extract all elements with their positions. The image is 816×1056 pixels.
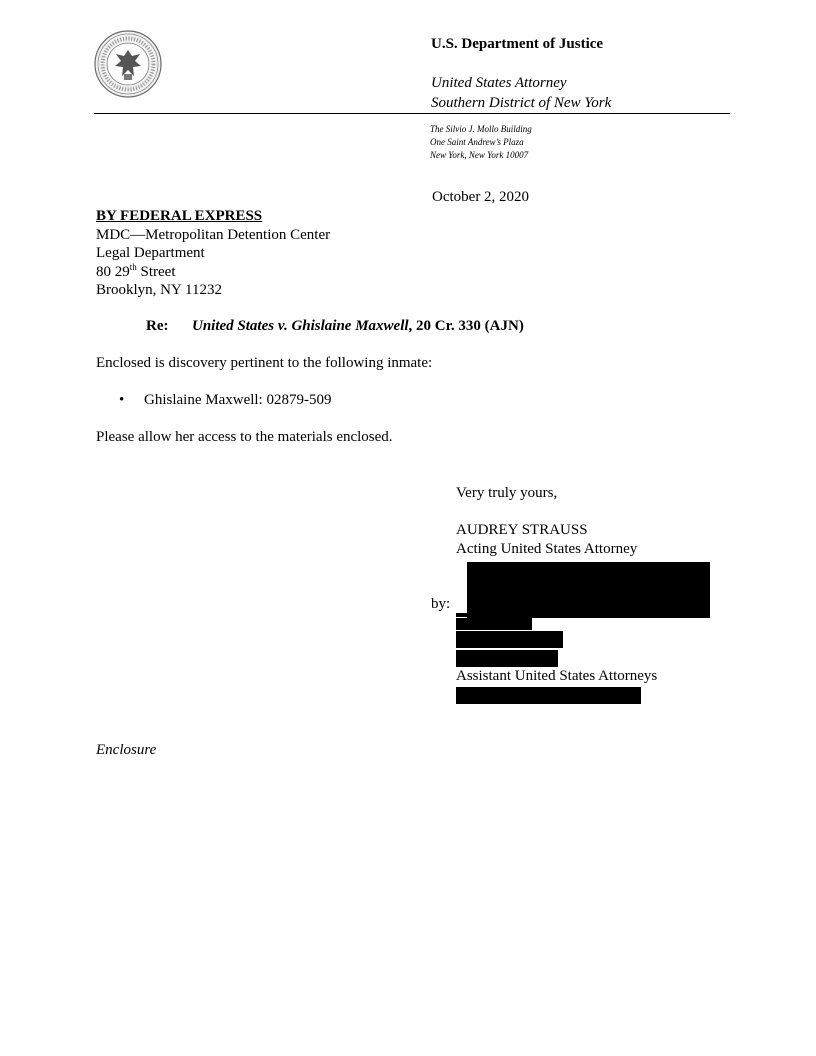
bullet-icon: • [119, 392, 125, 408]
office-address [430, 123, 532, 162]
redaction-name-3 [456, 650, 558, 667]
recipient-block [96, 207, 330, 300]
re-label: Re: [146, 318, 169, 334]
case-caption: United States v. Ghislaine Maxwell [192, 318, 409, 334]
recipient-city: Brooklyn, NY 11232 [96, 282, 222, 298]
letterhead-divider [94, 113, 730, 114]
signer-title: Acting United States Attorney [456, 541, 638, 557]
department-heading: U.S. Department of Justice [431, 36, 604, 52]
request-paragraph: Please allow her access to the materials enclosed. [96, 429, 393, 445]
redaction-name-2 [456, 631, 563, 648]
delivery-method: BY FEDERAL EXPRESS [96, 208, 263, 224]
enclosure-note: Enclosure [96, 742, 157, 758]
address-street: One Saint Andrew’s Plaza [430, 137, 524, 147]
office-district: Southern District of New York [431, 95, 612, 111]
redaction-name-1 [456, 618, 532, 630]
re-line [146, 318, 524, 335]
street-number: 80 29 [96, 263, 130, 280]
street-name: Street [136, 263, 176, 280]
recipient-street [96, 263, 330, 282]
signer-block [456, 521, 637, 559]
inmate-list-item [119, 392, 331, 409]
office-title: United States Attorney [431, 75, 567, 91]
letter-date: October 2, 2020 [432, 189, 530, 205]
doj-seal-icon [94, 30, 162, 98]
signer-name: AUDREY STRAUSS [456, 522, 588, 538]
street-ordinal: th [129, 261, 137, 272]
redaction-underline [456, 613, 468, 617]
address-building: The Silvio J. Mollo Building [430, 124, 532, 134]
recipient-name: MDC—Metropolitan Detention Center [96, 226, 331, 243]
redaction-contact [456, 687, 641, 704]
closing: Very truly yours, [456, 485, 558, 501]
by-label: by: [431, 596, 451, 612]
case-number: , 20 Cr. 330 (AJN) [408, 318, 524, 334]
recipient-department: Legal Department [96, 245, 205, 261]
intro-paragraph: Enclosed is discovery pertinent to the following inmate: [96, 355, 433, 371]
assistant-title: Assistant United States Attorneys [456, 668, 658, 684]
address-city: New York, New York 10007 [430, 150, 529, 160]
redaction-signature [467, 562, 710, 618]
inmate-entry: Ghislaine Maxwell: 02879-509 [144, 392, 332, 408]
office-block [431, 73, 611, 113]
